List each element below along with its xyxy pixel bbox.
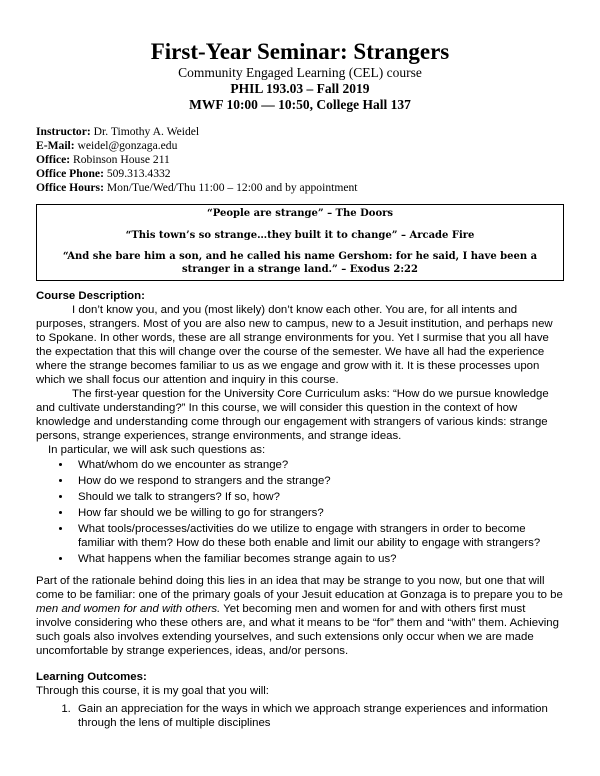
description-paragraph: I don’t know you, and you (most likely) don’t know each other. You are, for all intents and purposes, strangers. Most of you are also new to campus, new to a Jesuit institution, and perhaps new to Spokane. In other words, these are all strange environments for you. Yet I surmise that you all have the expectation that this will change over the course of the semester. We have all had the experience where the strange becomes familiar to us as we engage and grow with it. It is these processes upon which we shall focus our attention and inquiry in this course. [36, 304, 553, 386]
course-description-heading: Course Description: [36, 290, 145, 302]
instructor-info [36, 125, 564, 195]
instructor-row [36, 125, 564, 139]
rationale-text: Yet becoming men and women for and with others first must involve considering who these others are, and what it means to be “for” them and “with” them. Achieving such goals also involves extending yourselves, and such extensions only occur when we are made uncomfortable by strange experiences, ideas, and/or persons. [36, 603, 559, 657]
list-item: • How do we respond to strangers and the strange? [72, 474, 564, 488]
info-value: Robinson House 211 [70, 153, 170, 166]
list-item: • Should we talk to strangers? If so, how? [72, 490, 564, 504]
page-title: First-Year Seminar: Strangers [150, 39, 450, 64]
list-item: • What happens when the familiar becomes strange again to us? [72, 552, 564, 566]
info-label: Office: [36, 153, 71, 166]
rationale-emphasis: men and women for and with others. [36, 603, 221, 615]
epigraph-quote: “People are strange” – The Doors [206, 208, 394, 219]
info-label: Instructor: [36, 125, 91, 138]
office-phone-row [36, 167, 564, 181]
office-row [36, 153, 564, 167]
info-value: weidel@gonzaga.edu [74, 139, 178, 152]
info-value: 509.313.4332 [103, 167, 171, 180]
description-paragraph: In particular, we will ask such questions as: [48, 444, 266, 456]
learning-outcomes-intro: Through this course, it is my goal that you will: [36, 685, 269, 697]
info-value: Dr. Timothy A. Weidel [90, 125, 200, 138]
list-item: • What/whom do we encounter as strange? [72, 458, 564, 472]
epigraph-quote: “And she bare him a son, and he called his name Gershom: for he said, I have been a stranger in a strange land.” – Exodus 2:22 [62, 251, 538, 275]
info-value: Mon/Tue/Wed/Thu 11:00 – 12:00 and by appointment [103, 181, 358, 194]
email-row [36, 139, 564, 153]
epigraph-quote: “This town’s so strange…they built it to change” – Arcade Fire [125, 229, 475, 241]
course-code: PHIL 193.03 – Fall 2019 [230, 81, 370, 96]
info-label: E-Mail: [36, 139, 75, 152]
list-item: • How far should we be willing to go for strangers? [72, 506, 564, 520]
outcomes-list [36, 702, 564, 730]
course-schedule: MWF 10:00 — 10:50, College Hall 137 [189, 97, 411, 112]
rationale-paragraph [36, 574, 564, 658]
rationale-text: Part of the rationale behind doing this lies in an idea that may be strange to you now, but one that will come to be familiar: one of the primary goals of your Jesuit education at Gonzaga is to prepare you to be [36, 575, 563, 601]
question-list [36, 458, 564, 566]
list-item: • What tools/processes/activities do we utilize to engage with strangers in order to become familiar with them? How do these both enable and limit our ability to engage with strangers? [72, 522, 564, 550]
learning-outcomes-heading: Learning Outcomes: [36, 671, 147, 683]
epigraph-box [36, 204, 564, 281]
description-paragraph: The first-year question for the University Core Curriculum asks: “How do we pursue knowledge and cultivate understanding?” In this course, we will consider this question in the context of how knowledge and understanding come through our engagement with strangers of various kinds: strange persons, strange experiences, strange environments, and strange ideas. [36, 388, 549, 442]
info-label: Office Phone: [36, 167, 104, 180]
list-item: 1. Gain an appreciation for the ways in which we approach strange experiences and information through the lens of multiple disciplines [74, 702, 564, 730]
course-type: Community Engaged Learning (CEL) course [178, 65, 422, 80]
office-hours-row [36, 181, 564, 195]
info-label: Office Hours: [36, 181, 104, 194]
